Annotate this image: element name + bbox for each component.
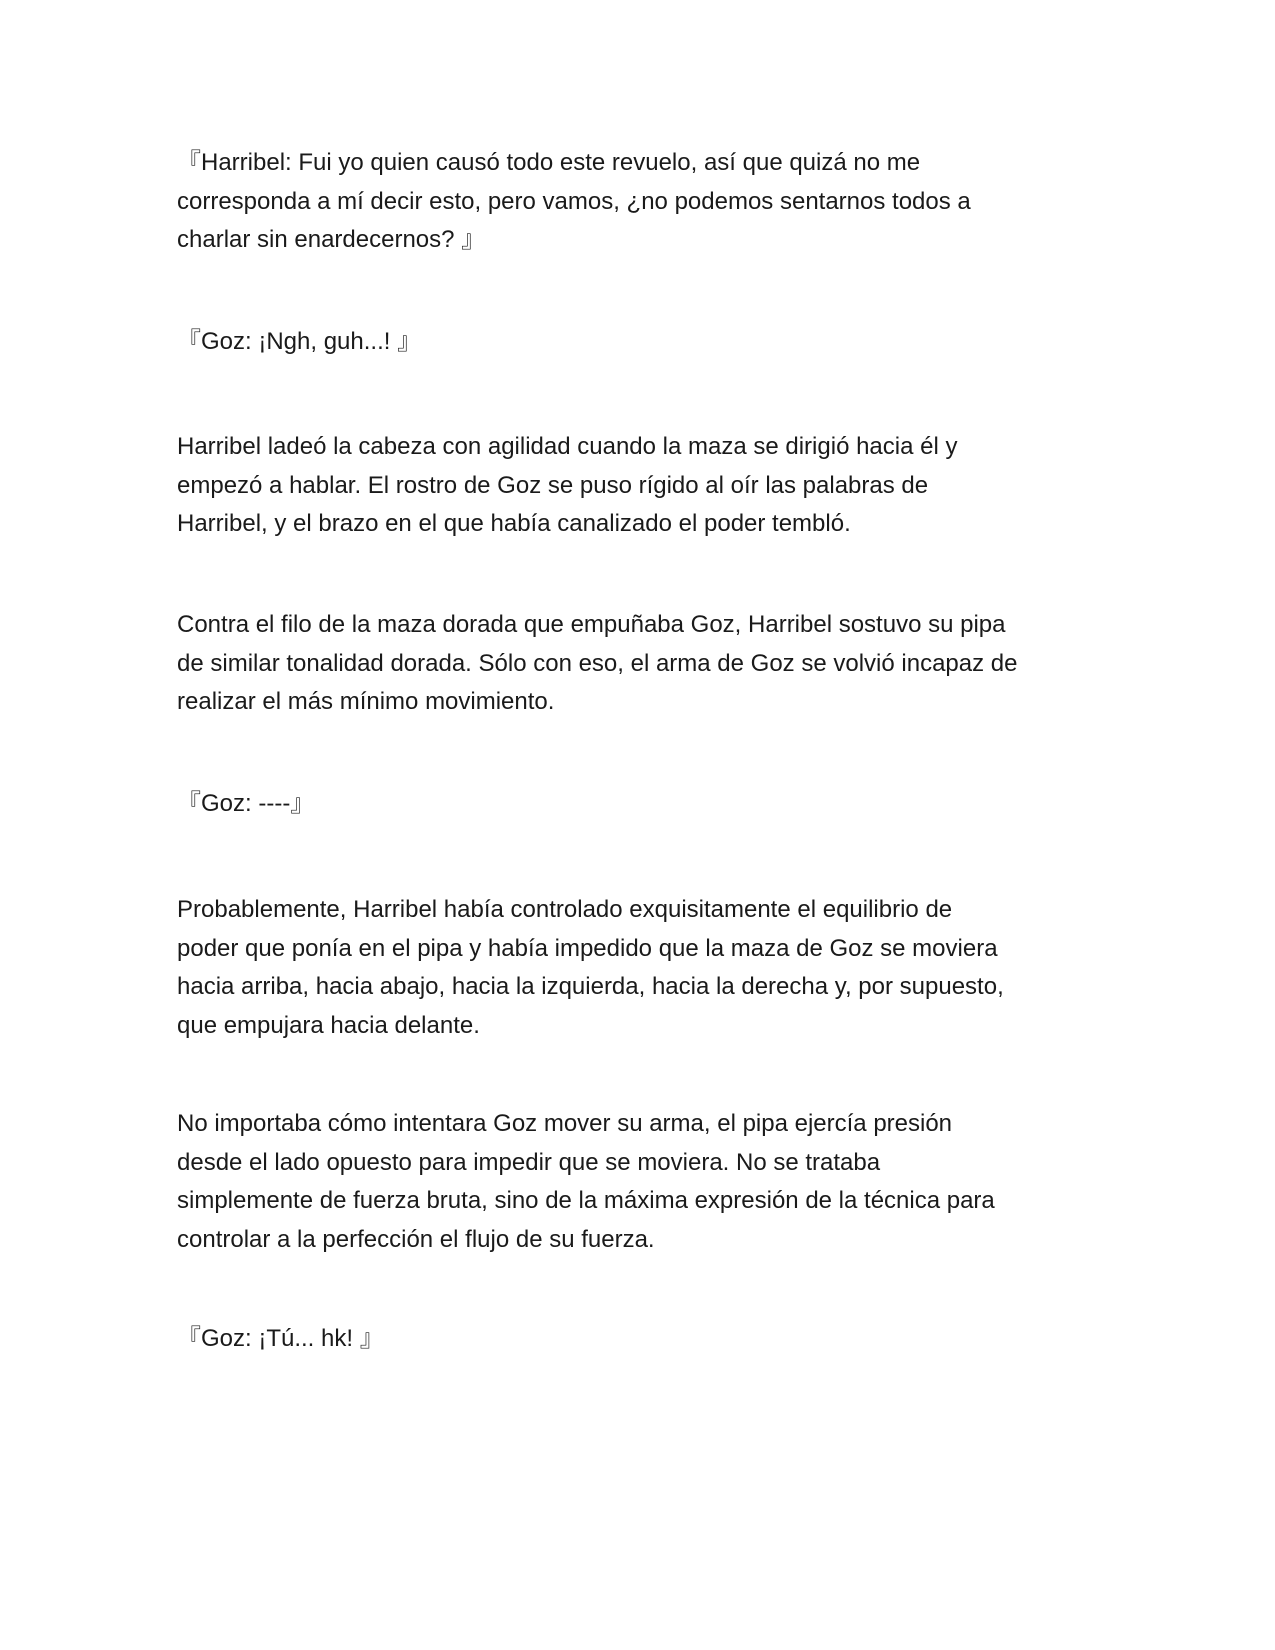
- paragraph-golden-mace: Contra el filo de la maza dorada que empuñaba Goz, Harribel sostuvo su pipa de similar tonalidad dorada. Sólo con eso, el arma de Goz se volvió incapaz de realizar el más mínimo movimiento.: [177, 611, 1018, 715]
- dialogue-harribel: 『Harribel: Fui yo quien causó todo este revuelo, así que quizá no me corresponda a mí decir esto, pero vamos, ¿no podemos sentarnos todos a charlar sin enardecernos? 』: [177, 149, 971, 253]
- paragraph-harribel-leaned: Harribel ladeó la cabeza con agilidad cuando la maza se dirigió hacia él y empezó a hablar. El rostro de Goz se puso rígido al oír las palabras de Harribel, y el brazo en el que había canalizado el poder tembló.: [177, 433, 958, 537]
- paragraph-no-matter: No importaba cómo intentara Goz mover su arma, el pipa ejercía presión desde el lado opuesto para impedir que se moviera. No se trataba simplemente de fuerza bruta, sino de la máxima expresión de la técnica para controlar a la perfección el flujo de su fuerza.: [177, 1110, 995, 1253]
- dialogue-goz-ngh: 『Goz: ¡Ngh, guh...! 』: [177, 328, 422, 355]
- dialogue-goz-silence: 『Goz: ----』: [177, 790, 315, 817]
- paragraph-probably: Probablemente, Harribel había controlado exquisitamente el equilibrio de poder que ponía en el pipa y había impedido que la maza de Goz se moviera hacia arriba, hacia abajo, hacia la izquierda, hacia la derecha y, por supuesto, que empujara hacia delante.: [177, 896, 1004, 1039]
- dialogue-goz-tu: 『Goz: ¡Tú... hk! 』: [177, 1325, 384, 1352]
